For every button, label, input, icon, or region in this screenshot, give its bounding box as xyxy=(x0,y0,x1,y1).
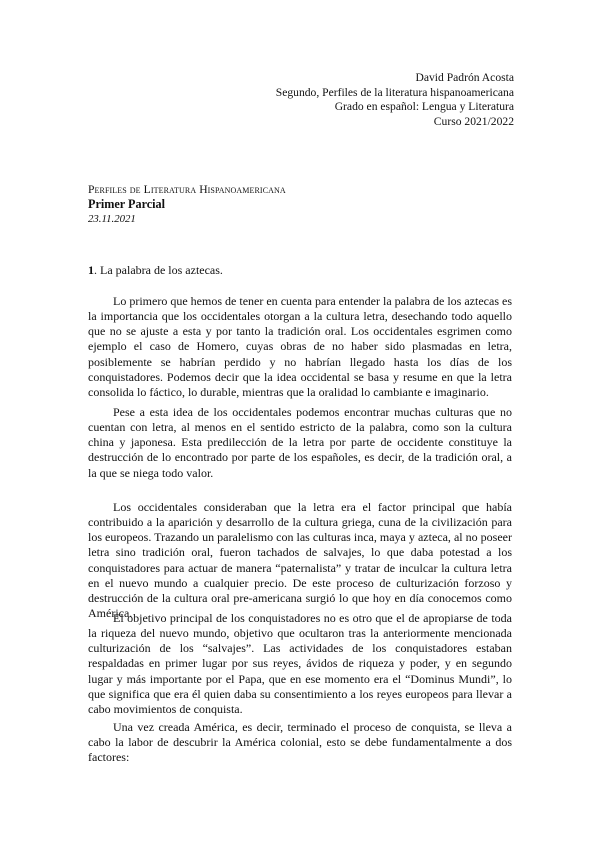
section-heading xyxy=(88,263,223,278)
degree-line: Grado en español: Lengua y Literatura xyxy=(334,100,514,114)
author-name: David Padrón Acosta xyxy=(415,71,514,84)
document-header xyxy=(276,71,514,129)
exam-title: Primer Parcial xyxy=(88,197,166,212)
paragraph: Lo primero que hemos de tener en cuenta para entender la palabra de los aztecas es la importancia que los occidentales otorgan a la cultura letra, desechando todo aquello que no se ajuste a esta y por tanto la tradición oral. Los occidentales esgrimen como ejemplo el caso de Homero, cuyas obras de no haber sido plasmadas en letra, posiblemente se habrían perdido y no habrían llegado hasta los días de los conquistadores. Podemos decir que la idea occidental se basa y resume en que la letra consolida lo fáctico, lo durable, mientras que la oralidad lo cambiante e imaginario. xyxy=(88,294,512,399)
paragraph: Los occidentales consideraban que la letra era el factor principal que había contribuido a la aparición y desarrollo de la cultura griega, cuna de la civilización para los europeos. Trazando un paralelismo con las culturas inca, maya y azteca, al no poseer letra sino tradición oral, fueron tachados de salvajes, lo que daba potestad a los conquistadores para actuar de manera “paternalista” y tratar de inculcar la cultura letra en el nuevo mundo a cualquier precio. De este proceso de culturización forzoso y destrucción de la cultura oral pre-americana surgió lo que hoy en día conocemos como América. xyxy=(88,500,512,621)
paragraph: Pese a esta idea de los occidentales podemos encontrar muchas culturas que no cuentan con letra, al menos en el sentido estricto de la palabra, como son la cultura china y japonesa. Esta predilección de la letra por parte de occidente constituye la destrucción de lo encontrado por parte de los españoles, es decir, de la tradición oral, a la que se niega todo valor. xyxy=(88,405,512,480)
paragraph: Una vez creada América, es decir, terminado el proceso de conquista, se lleva a cabo la labor de descubrir la América colonial, esto se debe fundamentalmente a dos factores: xyxy=(88,720,512,765)
section-number: 1 xyxy=(88,263,94,277)
exam-date: 23.11.2021 xyxy=(88,212,136,225)
course-title: Perfiles de Literatura Hispanoamericana xyxy=(88,183,286,196)
section-title: . La palabra de los aztecas. xyxy=(94,263,223,277)
paragraph: El objetivo principal de los conquistadores no es otro que el de apropiarse de toda la riqueza del nuevo mundo, objetivo que ocultaron tras la anteriormente mencionada culturización de los “salvajes”. Las actividades de los conquistadores estaban respaldadas en primer lugar por sus reyes, ávidos de riqueza y poder, y en segundo lugar y más importante por el Papa, que en ese momento era el “Dominus Mundi”, lo que significa que era él quien daba su consentimiento a los reyes europeos para llevar a cabo movimientos de conquista. xyxy=(88,611,512,716)
course-line: Segundo, Perfiles de la literatura hispanoamericana xyxy=(275,85,514,99)
academic-year: Curso 2021/2022 xyxy=(433,114,514,128)
title-block xyxy=(88,183,286,226)
